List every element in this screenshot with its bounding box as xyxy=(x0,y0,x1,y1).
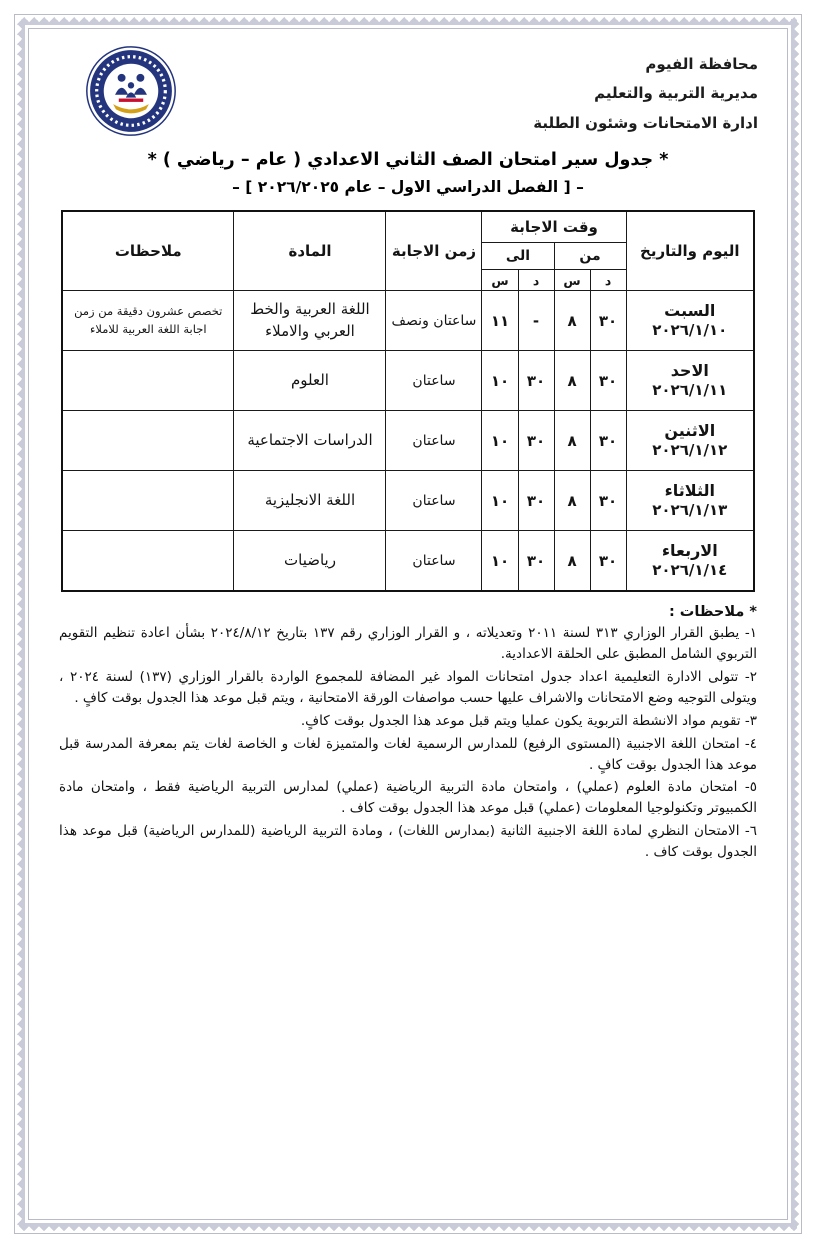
cell-from-minutes: ٣٠ xyxy=(590,291,626,351)
cell-from-minutes: ٣٠ xyxy=(590,411,626,471)
day-date: ٢٠٢٦/١/١٠ xyxy=(652,321,728,340)
cell-day xyxy=(626,291,754,351)
cell-to-hours: ١٠ xyxy=(482,531,518,592)
cell-from-hours: ٨ xyxy=(554,291,590,351)
cell-to-minutes: ٣٠ xyxy=(518,471,554,531)
note-item: ١- يطبق القرار الوزاري ٣١٣ لسنة ٢٠١١ وتعديلاته ، و القرار الوزاري رقم ١٣٧ بتاريخ ٢٠٢٤/٨/١٢ بشأن اعادة تنظيم التقويم التربوي الشامل المطبق على الحلقة الاعدادية. xyxy=(59,625,757,662)
cell-day xyxy=(626,531,754,592)
cell-from-hours: ٨ xyxy=(554,411,590,471)
day-name: الاثنين xyxy=(664,421,716,441)
cell-to-minutes: ٣٠ xyxy=(518,411,554,471)
cell-from-hours: ٨ xyxy=(554,471,590,531)
cell-subject: الدراسات الاجتماعية xyxy=(234,411,386,471)
cell-duration: ساعتان xyxy=(386,411,482,471)
cell-to-hours: ١٠ xyxy=(482,351,518,411)
cell-note: تخصص عشرون دقيقة من زمن اجابة اللغة العربية للاملاء xyxy=(62,291,234,351)
cell-from-minutes: ٣٠ xyxy=(590,531,626,592)
cell-subject: العلوم xyxy=(234,351,386,411)
cell-to-hours: ١٠ xyxy=(482,471,518,531)
table-header-row-1 xyxy=(62,211,754,243)
cell-subject: اللغة الانجليزية xyxy=(234,471,386,531)
page-subtitle: – [ الفصل الدراسي الاول – عام ٢٠٢٦/٢٠٢٥ ] – xyxy=(232,178,584,196)
table-row xyxy=(62,411,754,471)
table-row xyxy=(62,471,754,531)
table-row xyxy=(62,291,754,351)
cell-duration: ساعتان ونصف xyxy=(386,291,482,351)
header-notes: ملاحظات xyxy=(62,211,234,291)
org-line-administration: ادارة الامتحانات وشئون الطلبة xyxy=(533,113,758,132)
exam-schedule-table xyxy=(61,210,755,592)
cell-day xyxy=(626,471,754,531)
note-item: ٣- تقويم مواد الانشطة التربوية يكون عمليا ويتم قبل موعد هذا الجدول بوقت كافٍ. xyxy=(300,712,757,729)
header-day-date: اليوم والتاريخ xyxy=(626,211,754,291)
document-page xyxy=(58,36,758,1212)
page-title: * جدول سير امتحان الصف الثاني الاعدادي ( عام – رياضي ) * xyxy=(147,150,669,170)
cell-from-hours: ٨ xyxy=(554,531,590,592)
day-name: الثلاثاء xyxy=(664,481,715,501)
cell-day xyxy=(626,411,754,471)
note-item: ٥- امتحان مادة العلوم (عملي) ، وامتحان مادة التربية الرياضية (عملي) لمدارس التربية الرياضية فقط ، وامتحان مادة الكمبيوتر وتكنولوجيا المعلومات (عملي) قبل موعد هذا الجدول بوقت كاف . xyxy=(59,779,757,817)
ministry-emblem-icon xyxy=(84,44,178,142)
note-item: ٦- الامتحان النظري لمادة اللغة الاجنبية الثانية (بمدارس اللغات) ، ومادة التربية الرياضية (للمدارس الرياضية) قبل موعد هذا الجدول بوقت كاف . xyxy=(59,823,757,861)
cell-duration: ساعتان xyxy=(386,351,482,411)
header-subject: المادة xyxy=(234,211,386,291)
table-row xyxy=(62,351,754,411)
header-answer-time: وقت الاجابة xyxy=(482,211,626,243)
page-header xyxy=(58,36,758,142)
cell-note xyxy=(62,411,234,471)
cell-subject: رياضيات xyxy=(234,531,386,592)
note-item: ٤- امتحان اللغة الاجنبية (المستوى الرفيع) للمدارس الرسمية لغات والمتميزة لغات و الخاصة لغات يتم بمعرفة المدرسة قبل موعد هذا الجدول بوقت كافٍ . xyxy=(59,735,757,773)
cell-day xyxy=(626,351,754,411)
day-date: ٢٠٢٦/١/١٢ xyxy=(652,441,728,460)
notes-section xyxy=(59,604,757,863)
header-duration: زمن الاجابة xyxy=(386,211,482,291)
cell-note xyxy=(62,471,234,531)
header-to-hours: س xyxy=(482,270,518,291)
frame-zigzag-bottom xyxy=(19,1223,797,1231)
frame-zigzag-top xyxy=(19,17,797,25)
org-line-governorate: محافظة الفيوم xyxy=(645,55,758,73)
org-block xyxy=(533,36,758,138)
notes-title: * ملاحظات : xyxy=(668,604,757,620)
frame-zigzag-left xyxy=(17,19,25,1229)
frame-zigzag-right xyxy=(791,19,799,1229)
cell-subject: اللغة العربية والخط العربي والاملاء xyxy=(234,291,386,351)
cell-note xyxy=(62,531,234,592)
cell-from-minutes: ٣٠ xyxy=(590,471,626,531)
day-date: ٢٠٢٦/١/١١ xyxy=(652,381,728,400)
header-to: الى xyxy=(482,243,554,270)
header-from-hours: س xyxy=(554,270,590,291)
day-date: ٢٠٢٦/١/١٤ xyxy=(652,561,728,580)
cell-to-minutes: - xyxy=(518,291,554,351)
cell-note xyxy=(62,351,234,411)
day-name: السبت xyxy=(664,301,716,321)
cell-from-hours: ٨ xyxy=(554,351,590,411)
cell-to-hours: ١٠ xyxy=(482,411,518,471)
day-date: ٢٠٢٦/١/١٣ xyxy=(652,501,728,520)
cell-from-minutes: ٣٠ xyxy=(590,351,626,411)
table-row xyxy=(62,531,754,592)
header-to-minutes: د xyxy=(518,270,554,291)
day-name: الاحد xyxy=(670,361,709,381)
day-name: الاربعاء xyxy=(661,541,718,561)
cell-to-hours: ١١ xyxy=(482,291,518,351)
cell-duration: ساعتان xyxy=(386,471,482,531)
header-from-minutes: د xyxy=(590,270,626,291)
cell-to-minutes: ٣٠ xyxy=(518,351,554,411)
org-line-directorate: مديرية التربية والتعليم xyxy=(594,84,758,103)
header-from: من xyxy=(554,243,626,270)
note-item: ٢- تتولى الادارة التعليمية اعداد جدول امتحانات المواد غير المضافة للمجموع الواردة بالقرار الوزاري (١٣٧) لسنة ٢٠٢٤ ، ويتولى التوجيه وضع الامتحانات والاشراف عليها حسب مواصفات الورقة الامتحانية ، ويتم قبل موعد هذا الجدول بوقت كافٍ . xyxy=(59,668,757,706)
cell-duration: ساعتان xyxy=(386,531,482,592)
cell-to-minutes: ٣٠ xyxy=(518,531,554,592)
